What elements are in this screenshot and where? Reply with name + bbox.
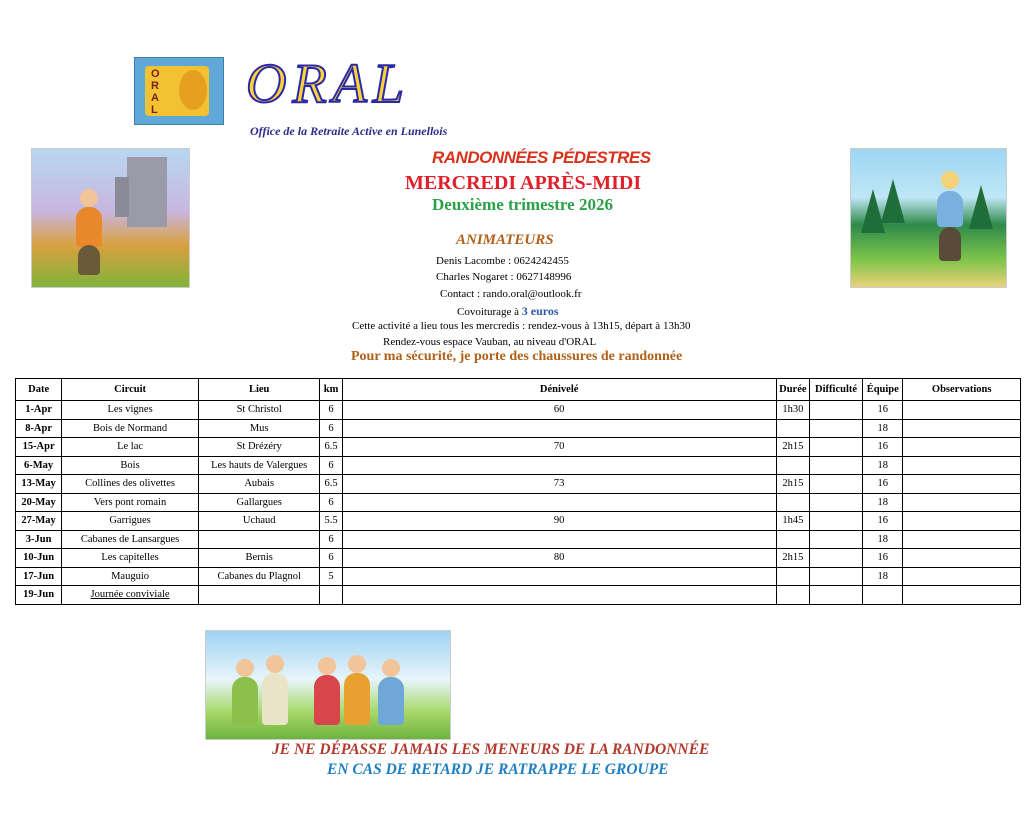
cell-km bbox=[320, 586, 342, 605]
oral-logo-badge bbox=[134, 57, 224, 125]
meeting-info: Rendez-vous espace Vauban, au niveau d'ORAL bbox=[383, 336, 597, 348]
cell-date: 10-Jun bbox=[16, 549, 62, 568]
cell-denivele: 70 bbox=[342, 438, 776, 457]
logo-subtitle: Office de la Retraite Active en Lunellois bbox=[250, 124, 448, 138]
contact-email: Contact : rando.oral@outlook.fr bbox=[440, 288, 582, 300]
col-header-km: km bbox=[320, 379, 342, 401]
table-row bbox=[16, 493, 1021, 512]
footer-rule-1: JE NE DÉPASSE JAMAIS LES MENEURS DE LA RANDONNÉE bbox=[272, 741, 710, 758]
logo-title: ORAL bbox=[246, 53, 410, 115]
cell-equipe bbox=[863, 586, 903, 605]
cell-difficulte bbox=[809, 456, 862, 475]
animateur-contact: Charles Nogaret : 0627148996 bbox=[436, 271, 572, 283]
cell-equipe: 16 bbox=[863, 475, 903, 494]
cell-observations bbox=[903, 530, 1021, 549]
cell-denivele bbox=[342, 493, 776, 512]
table-row bbox=[16, 512, 1021, 531]
cell-date: 19-Jun bbox=[16, 586, 62, 605]
cell-equipe: 18 bbox=[863, 530, 903, 549]
cell-lieu: St Christol bbox=[198, 401, 320, 420]
cell-date: 3-Jun bbox=[16, 530, 62, 549]
cell-circuit: Bois de Normand bbox=[62, 419, 199, 438]
col-header-circuit: Circuit bbox=[62, 379, 199, 401]
day-title: MERCREDI APRÈS-MIDI bbox=[405, 172, 642, 194]
col-header-lieu: Lieu bbox=[198, 379, 320, 401]
group-of-hikers-illustration bbox=[205, 630, 451, 740]
col-header-difficulte: Difficulté bbox=[809, 379, 862, 401]
activity-title: RANDONNÉES PÉDESTRES bbox=[432, 148, 651, 167]
cell-km: 6 bbox=[320, 419, 342, 438]
cell-difficulte bbox=[809, 567, 862, 586]
hiker-boy-castle-illustration bbox=[31, 148, 190, 288]
cell-duree: 2h15 bbox=[776, 438, 809, 457]
cell-lieu: Cabanes du Plagnol bbox=[198, 567, 320, 586]
cell-denivele bbox=[342, 419, 776, 438]
cell-lieu: Uchaud bbox=[198, 512, 320, 531]
cell-denivele bbox=[342, 567, 776, 586]
cell-date: 1-Apr bbox=[16, 401, 62, 420]
cell-observations bbox=[903, 419, 1021, 438]
cell-circuit: Bois bbox=[62, 456, 199, 475]
col-header-observations: Observations bbox=[903, 379, 1021, 401]
cell-duree bbox=[776, 567, 809, 586]
cell-km: 6 bbox=[320, 530, 342, 549]
cell-duree bbox=[776, 419, 809, 438]
cell-km: 6 bbox=[320, 549, 342, 568]
cell-denivele: 60 bbox=[342, 401, 776, 420]
cell-circuit: Garrigues bbox=[62, 512, 199, 531]
cell-difficulte bbox=[809, 530, 862, 549]
cell-lieu: Aubais bbox=[198, 475, 320, 494]
cell-circuit: Vers pont romain bbox=[62, 493, 199, 512]
cell-lieu: St Drézéry bbox=[198, 438, 320, 457]
cell-observations bbox=[903, 567, 1021, 586]
col-header-date: Date bbox=[16, 379, 62, 401]
cell-observations bbox=[903, 475, 1021, 494]
cell-date: 15-Apr bbox=[16, 438, 62, 457]
cell-km: 5.5 bbox=[320, 512, 342, 531]
footer-rule-2: EN CAS DE RETARD JE RATRAPPE LE GROUPE bbox=[327, 761, 669, 778]
cell-km: 6.5 bbox=[320, 438, 342, 457]
cell-difficulte bbox=[809, 549, 862, 568]
hiker-girl-forest-illustration bbox=[850, 148, 1007, 288]
cell-km: 6.5 bbox=[320, 475, 342, 494]
cell-date: 27-May bbox=[16, 512, 62, 531]
cell-denivele: 73 bbox=[342, 475, 776, 494]
cell-observations bbox=[903, 401, 1021, 420]
cell-duree bbox=[776, 456, 809, 475]
cell-km: 6 bbox=[320, 456, 342, 475]
hike-schedule-table bbox=[15, 378, 1021, 605]
cell-difficulte bbox=[809, 512, 862, 531]
cell-equipe: 16 bbox=[863, 549, 903, 568]
cell-equipe: 16 bbox=[863, 401, 903, 420]
schedule-info: Cette activité a lieu tous les mercredis : rendez-vous à 13h15, départ à 13h30 bbox=[352, 320, 691, 332]
cell-observations bbox=[903, 549, 1021, 568]
cell-circuit: Les vignes bbox=[62, 401, 199, 420]
table-row bbox=[16, 438, 1021, 457]
cell-duree bbox=[776, 493, 809, 512]
table-row bbox=[16, 530, 1021, 549]
cell-difficulte bbox=[809, 419, 862, 438]
cell-date: 17-Jun bbox=[16, 567, 62, 586]
cell-duree: 1h45 bbox=[776, 512, 809, 531]
cell-circuit: Cabanes de Lansargues bbox=[62, 530, 199, 549]
covoiturage-amount: 3 euros bbox=[521, 304, 559, 318]
table-row bbox=[16, 456, 1021, 475]
cell-observations bbox=[903, 438, 1021, 457]
cell-circuit: Le lac bbox=[62, 438, 199, 457]
table-header-row bbox=[16, 379, 1021, 401]
col-header-denivele: Dénivelé bbox=[342, 379, 776, 401]
cell-duree: 2h15 bbox=[776, 549, 809, 568]
cell-duree: 1h30 bbox=[776, 401, 809, 420]
table-row bbox=[16, 401, 1021, 420]
cell-lieu: Bernis bbox=[198, 549, 320, 568]
animateur-contact: Denis Lacombe : 0624242455 bbox=[436, 255, 569, 267]
cell-observations bbox=[903, 512, 1021, 531]
cell-lieu: Les hauts de Valergues bbox=[198, 456, 320, 475]
cell-circuit: Collines des olivettes bbox=[62, 475, 199, 494]
cell-duree bbox=[776, 530, 809, 549]
cell-denivele bbox=[342, 530, 776, 549]
cell-denivele: 80 bbox=[342, 549, 776, 568]
cell-observations bbox=[903, 586, 1021, 605]
cell-equipe: 18 bbox=[863, 419, 903, 438]
table-body bbox=[16, 401, 1021, 605]
cell-difficulte bbox=[809, 586, 862, 605]
cell-circuit: Les capitelles bbox=[62, 549, 199, 568]
cell-observations bbox=[903, 493, 1021, 512]
cell-equipe: 16 bbox=[863, 512, 903, 531]
cell-lieu bbox=[198, 530, 320, 549]
cell-difficulte bbox=[809, 401, 862, 420]
cell-duree: 2h15 bbox=[776, 475, 809, 494]
cell-km: 6 bbox=[320, 493, 342, 512]
cell-date: 20-May bbox=[16, 493, 62, 512]
cell-denivele bbox=[342, 586, 776, 605]
cell-difficulte bbox=[809, 493, 862, 512]
cell-equipe: 18 bbox=[863, 493, 903, 512]
cell-equipe: 18 bbox=[863, 456, 903, 475]
cell-difficulte bbox=[809, 475, 862, 494]
safety-notice: Pour ma sécurité, je porte des chaussures de randonnée bbox=[351, 349, 683, 364]
cell-circuit: Mauguio bbox=[62, 567, 199, 586]
cell-date: 6-May bbox=[16, 456, 62, 475]
covoiturage-prefix: Covoiturage à bbox=[457, 306, 522, 318]
table-row bbox=[16, 549, 1021, 568]
cell-date: 8-Apr bbox=[16, 419, 62, 438]
covoiturage-info bbox=[457, 304, 559, 319]
cell-km: 5 bbox=[320, 567, 342, 586]
table-row bbox=[16, 586, 1021, 605]
cell-denivele bbox=[342, 456, 776, 475]
table-row bbox=[16, 475, 1021, 494]
cell-lieu: Gallargues bbox=[198, 493, 320, 512]
cell-difficulte bbox=[809, 438, 862, 457]
table-row bbox=[16, 567, 1021, 586]
cell-equipe: 16 bbox=[863, 438, 903, 457]
cell-lieu: Mus bbox=[198, 419, 320, 438]
animateurs-heading: ANIMATEURS bbox=[456, 232, 554, 248]
cell-denivele: 90 bbox=[342, 512, 776, 531]
cell-lieu bbox=[198, 586, 320, 605]
logo-badge-letters: O R A L bbox=[151, 68, 160, 116]
cell-equipe: 18 bbox=[863, 567, 903, 586]
col-header-equipe: Équipe bbox=[863, 379, 903, 401]
cell-circuit: Journée conviviale bbox=[62, 586, 199, 605]
cell-observations bbox=[903, 456, 1021, 475]
col-header-duree: Durée bbox=[776, 379, 809, 401]
cell-date: 13-May bbox=[16, 475, 62, 494]
table-row bbox=[16, 419, 1021, 438]
period-title: Deuxième trimestre 2026 bbox=[432, 195, 613, 214]
cell-km: 6 bbox=[320, 401, 342, 420]
cell-duree bbox=[776, 586, 809, 605]
